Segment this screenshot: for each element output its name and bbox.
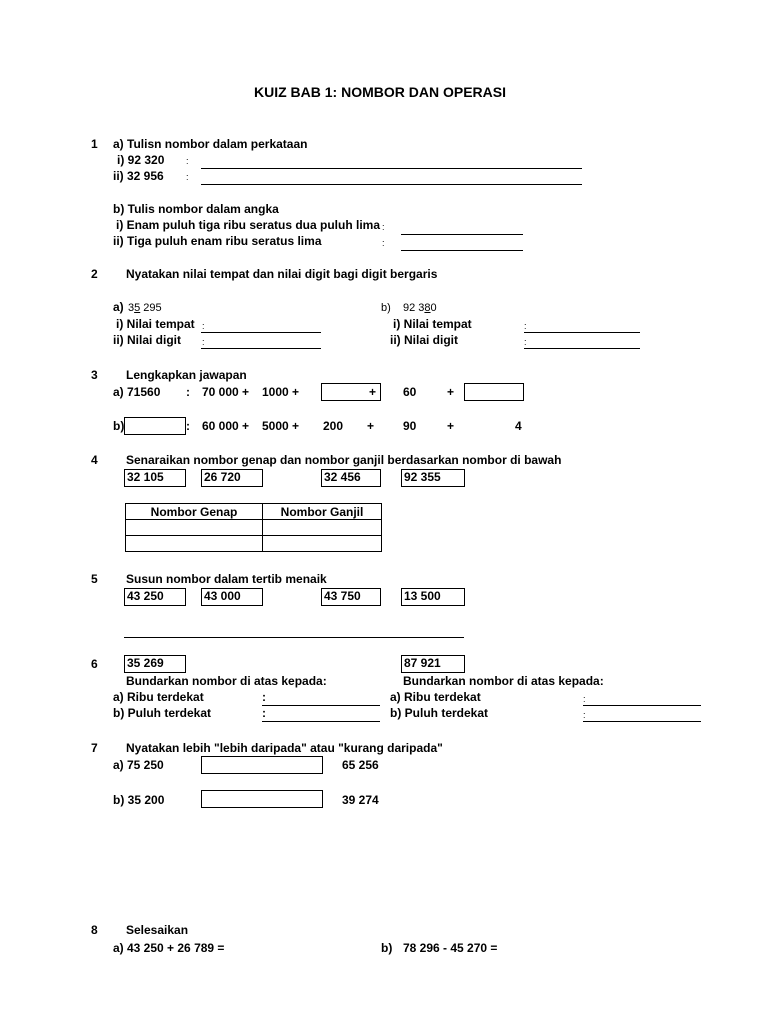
q3a-prefix: a) 71560 xyxy=(113,385,161,399)
q5-instruction: Susun nombor dalam tertib menaik xyxy=(126,572,327,586)
even-odd-table xyxy=(125,503,382,552)
q2b-number: 92 380 xyxy=(403,302,437,314)
colon: : xyxy=(186,172,189,182)
answer-line-q6-right-b[interactable] xyxy=(583,721,701,722)
q5-number: 5 xyxy=(91,572,98,586)
q8b-prefix: b) xyxy=(381,941,393,955)
number-box: 32 105 xyxy=(124,469,186,487)
q4-number: 4 xyxy=(91,453,98,467)
number-box: 35 269 xyxy=(124,655,186,673)
q3a-term: 70 000 + xyxy=(202,385,250,399)
q2b-digit-value-label: ii) Nilai digit xyxy=(390,333,458,347)
q7-number: 7 xyxy=(91,741,98,755)
number-box: 92 355 xyxy=(401,469,465,487)
number-box: 13 500 xyxy=(401,588,465,606)
number-box: 87 921 xyxy=(401,655,465,673)
q3b-term: 60 000 + xyxy=(202,419,250,433)
q6-left-b-label: b) Puluh terdekat xyxy=(113,706,212,720)
colon: : xyxy=(583,694,586,704)
answer-line-q5[interactable] xyxy=(124,637,464,638)
q7-instruction: Nyatakan lebih "lebih daripada" atau "kurang daripada" xyxy=(126,741,443,755)
answer-line-q6-right-a[interactable] xyxy=(583,705,701,706)
table-row xyxy=(126,536,382,552)
q1a-i: i) 92 320 xyxy=(117,153,165,167)
q6-round-label-left: Bundarkan nombor di atas kepada: xyxy=(126,674,327,688)
answer-line-q2b-place[interactable] xyxy=(524,332,640,333)
colon: : xyxy=(583,710,586,720)
q6-right-b-label: b) Puluh terdekat xyxy=(390,706,489,720)
q2a-prefix: a) xyxy=(113,300,124,314)
q3a-term: 1000 + xyxy=(262,385,300,399)
q6-right-a-label: a) Ribu terdekat xyxy=(390,690,481,704)
q2-number: 2 xyxy=(91,267,98,281)
colon: : xyxy=(186,156,189,166)
number-box: 43 000 xyxy=(201,588,263,606)
table-cell[interactable] xyxy=(263,520,382,536)
q8a-expression: a) 43 250 + 26 789 = xyxy=(113,941,225,955)
answer-line-q1a-i[interactable] xyxy=(201,168,582,169)
q3b-prefix: b) xyxy=(113,419,125,433)
colon: : xyxy=(262,690,266,704)
q3b-term: 90 xyxy=(403,419,417,433)
answer-line-q2b-digit[interactable] xyxy=(524,348,640,349)
answer-line-q6-left-b[interactable] xyxy=(262,721,380,722)
q6-number: 6 xyxy=(91,657,98,671)
q3b-term: 4 xyxy=(515,419,522,433)
table-header-odd: Nombor Ganjil xyxy=(263,504,382,520)
answer-line-q2a-place[interactable] xyxy=(201,332,321,333)
answer-line-q1a-ii[interactable] xyxy=(201,184,582,185)
q8b-expression: 78 296 - 45 270 = xyxy=(403,941,498,955)
table-row xyxy=(126,520,382,536)
q3a-blank-box[interactable] xyxy=(464,383,524,401)
q3-instruction: Lengkapkan jawapan xyxy=(126,368,247,382)
q1b-label: b) Tulis nombor dalam angka xyxy=(113,202,279,216)
answer-line-q1b-ii[interactable] xyxy=(401,250,523,251)
number-box: 43 250 xyxy=(124,588,186,606)
colon: : xyxy=(524,321,527,331)
answer-line-q1b-i[interactable] xyxy=(401,234,523,235)
q2a-number: 35 295 xyxy=(128,302,162,314)
colon: : xyxy=(382,238,385,248)
colon: : xyxy=(262,706,266,720)
q7b-right: 39 274 xyxy=(342,793,379,807)
colon: : xyxy=(202,321,205,331)
number-box: 32 456 xyxy=(321,469,381,487)
q3-number: 3 xyxy=(91,368,98,382)
q6-left-a-label: a) Ribu terdekat xyxy=(113,690,204,704)
colon: : xyxy=(186,385,190,399)
colon: : xyxy=(524,337,527,347)
q4-instruction: Senaraikan nombor genap dan nombor ganjil berdasarkan nombor di bawah xyxy=(126,453,562,467)
q2b-prefix: b) xyxy=(381,302,391,314)
table-header-row xyxy=(126,504,382,520)
q2a-digit-value-label: ii) Nilai digit xyxy=(113,333,181,347)
colon: : xyxy=(202,337,205,347)
answer-line-q6-left-a[interactable] xyxy=(262,705,380,706)
q8-number: 8 xyxy=(91,923,98,937)
number-box: 43 750 xyxy=(321,588,381,606)
q2a-place-value-label: i) Nilai tempat xyxy=(116,317,195,331)
q1b-i: i) Enam puluh tiga ribu seratus dua puluh lima xyxy=(116,218,381,232)
q3b-term: + xyxy=(447,419,455,433)
table-cell[interactable] xyxy=(126,520,263,536)
q3b-blank-box[interactable] xyxy=(124,417,186,435)
number-box: 26 720 xyxy=(201,469,263,487)
q3b-term: 200 xyxy=(323,419,344,433)
q6-round-label-right: Bundarkan nombor di atas kepada: xyxy=(403,674,604,688)
q2b-place-value-label: i) Nilai tempat xyxy=(393,317,472,331)
q3b-term: 5000 + xyxy=(262,419,300,433)
q1a-label: a) Tulisn nombor dalam perkataan xyxy=(113,137,308,151)
q3a-term: + xyxy=(447,385,455,399)
colon: : xyxy=(382,222,385,232)
q8-instruction: Selesaikan xyxy=(126,923,189,937)
q3a-term: 60 xyxy=(403,385,417,399)
q3a-term: + xyxy=(369,385,377,399)
q7a-answer-box[interactable] xyxy=(201,756,323,774)
colon: : xyxy=(186,419,190,433)
q3b-term: + xyxy=(367,419,375,433)
page-title: KUIZ BAB 1: NOMBOR DAN OPERASI xyxy=(254,84,507,100)
q2-instruction: Nyatakan nilai tempat dan nilai digit bagi digit bergaris xyxy=(126,267,438,281)
table-cell[interactable] xyxy=(263,536,382,552)
table-cell[interactable] xyxy=(126,536,263,552)
q1a-ii: ii) 32 956 xyxy=(113,169,164,183)
q1b-ii: ii) Tiga puluh enam ribu seratus lima xyxy=(113,234,322,248)
answer-line-q2a-digit[interactable] xyxy=(201,348,321,349)
q7a-left: a) 75 250 xyxy=(113,758,164,772)
q7b-left: b) 35 200 xyxy=(113,793,165,807)
table-header-even: Nombor Genap xyxy=(126,504,263,520)
q1-number: 1 xyxy=(91,137,98,151)
q7b-answer-box[interactable] xyxy=(201,790,323,808)
q7a-right: 65 256 xyxy=(342,758,379,772)
